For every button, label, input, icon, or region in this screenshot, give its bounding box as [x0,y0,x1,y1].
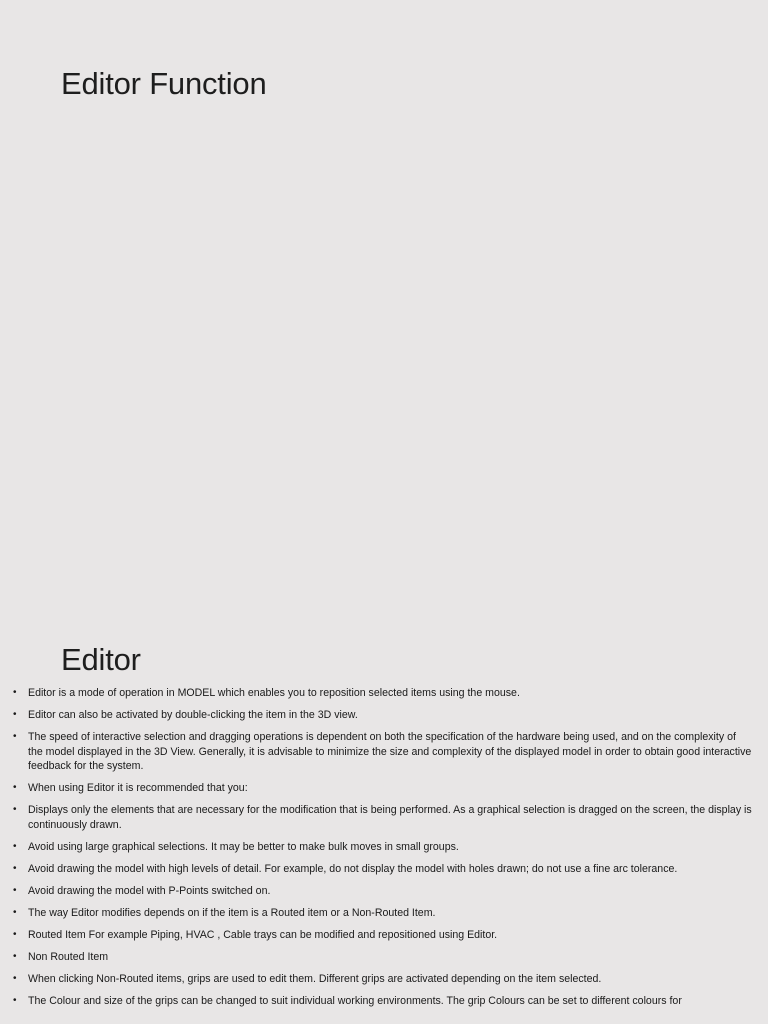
list-item [0,972,760,987]
bullet-text: Routed Item For example Piping, HVAC , Cable trays can be modified and repositioned using Editor. [28,928,498,941]
bullet-text: The speed of interactive selection and dragging operations is dependent on both the specification of the hardware being used, and on the complexity of the model displayed in the 3D View. Generally, it is advisable to minimize the size and complexity of the displayed model in order to obtain good interactive feedback for the system. [28,730,752,773]
bullet-text: Avoid using large graphical selections. It may be better to make bulk moves in small groups. [28,840,459,853]
bullet-icon: • [13,804,17,816]
bullet-text: Editor is a mode of operation in MODEL which enables you to reposition selected items using the mouse. [28,687,520,699]
bullet-icon: • [13,730,17,742]
list-item [0,708,760,723]
bullet-icon: • [13,884,17,896]
list-item [0,950,760,965]
bullet-icon: • [13,906,17,918]
list-item [0,906,760,921]
bullet-text: The way Editor modifies depends on if the item is a Routed item or a Non-Routed Item. [28,906,436,919]
bullet-text: When clicking Non-Routed items, grips are used to edit them. Different grips are activated depending on the item selected. [28,972,602,985]
bullet-text: When using Editor it is recommended that you: [28,782,248,795]
bullet-icon: • [13,928,17,940]
bullet-icon: • [13,994,17,1006]
list-item [0,994,760,1009]
bullet-icon: • [13,687,17,698]
bullet-icon: • [13,972,17,984]
bullet-text: Non Routed Item [28,950,109,963]
bullet-text: Avoid drawing the model with high levels of detail. For example, do not display the model with holes drawn; do not use a fine arc tolerance. [28,862,678,875]
bullet-text: Avoid drawing the model with P-Points switched on. [28,884,271,897]
bullet-list [0,686,760,1016]
bullet-icon: • [13,840,17,852]
bullet-text: Displays only the elements that are necessary for the modification that is being performed. As a graphical selection is dragged on the screen, the display is continuously drawn. [28,804,752,831]
list-item [0,730,760,774]
bullet-text: Editor can also be activated by double-clicking the item in the 3D view. [28,708,358,721]
list-item [0,884,760,899]
list-item [0,781,760,796]
slide-editor [0,622,768,1024]
slide-title: Editor [61,642,141,677]
slide-title: Editor Function [61,66,267,101]
list-item [0,928,760,943]
bullet-icon: • [13,782,17,794]
list-item [0,840,760,855]
list-item [0,803,760,832]
bullet-text: The Colour and size of the grips can be changed to suit individual working environments. The grip Colours can be set to different colours for [28,994,682,1007]
bullet-icon: • [13,862,17,874]
list-item [0,686,760,701]
bullet-icon: • [13,950,17,962]
bullet-icon: • [13,708,17,720]
list-item [0,862,760,877]
